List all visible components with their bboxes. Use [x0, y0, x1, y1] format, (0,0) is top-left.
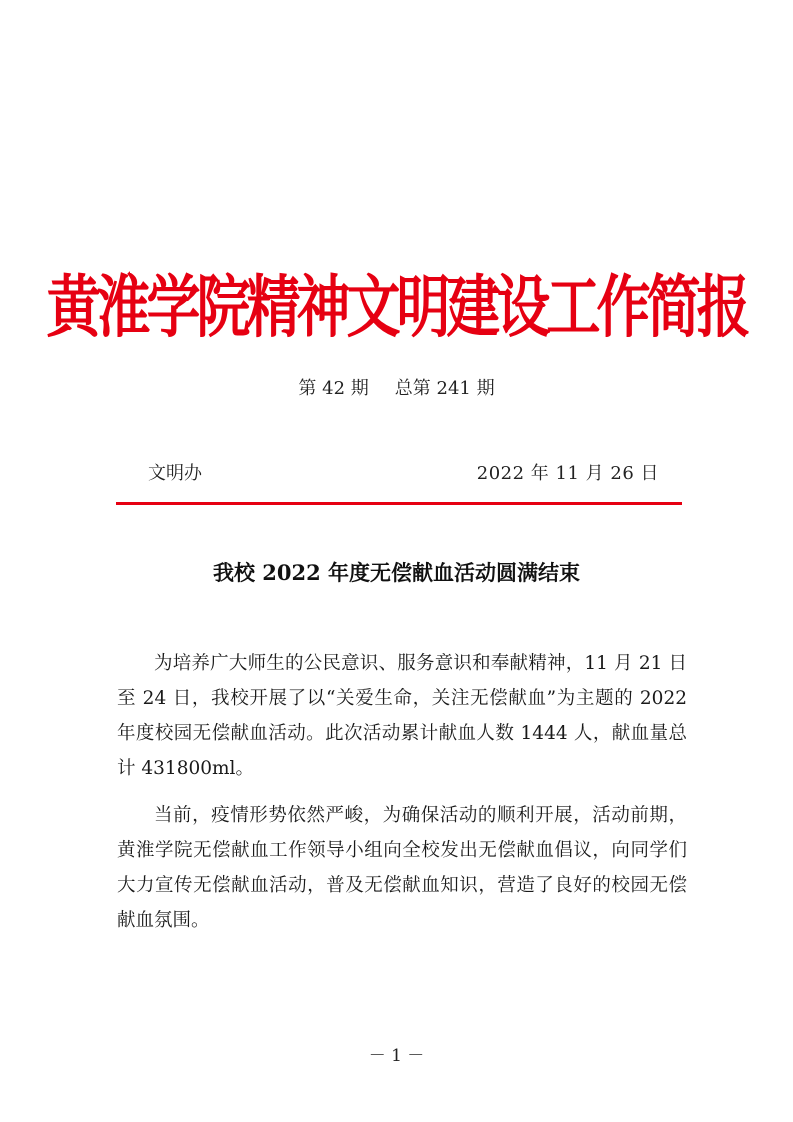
total-issue-number: 总第 241 期: [394, 378, 495, 399]
issue-number: 第 42 期: [298, 378, 369, 399]
issue-date: 2022 年 11 月 26 日: [476, 463, 659, 484]
masthead-title: 黄淮学院精神文明建设工作简报: [46, 268, 747, 347]
issue-number-line: [0, 377, 793, 401]
article-title: 我校 2022 年度无偿献血活动圆满结束: [212, 560, 581, 585]
page-number: － 1 －: [368, 1046, 425, 1066]
red-divider: [116, 502, 682, 505]
article-paragraph: 为培养广大师生的公民意识、服务意识和奉献精神，11 月 21 日至 24 日，我校开展了以“关爱生命，关注无偿献血”为主题的 2022 年度校园无偿献血活动。此次活动累计献血人数 1444 人，献血量总计 431800ml。: [117, 653, 687, 779]
article-body: [117, 646, 687, 950]
article-paragraph: 当前，疫情形势依然严峻，为确保活动的顺利开展，活动前期，黄淮学院无偿献血工作领导小组向全校发出无偿献血倡议，向同学们大力宣传无偿献血活动，普及无偿献血知识，营造了良好的校园无偿献血氛围。: [117, 805, 687, 931]
issuing-office: 文明办: [148, 463, 202, 484]
